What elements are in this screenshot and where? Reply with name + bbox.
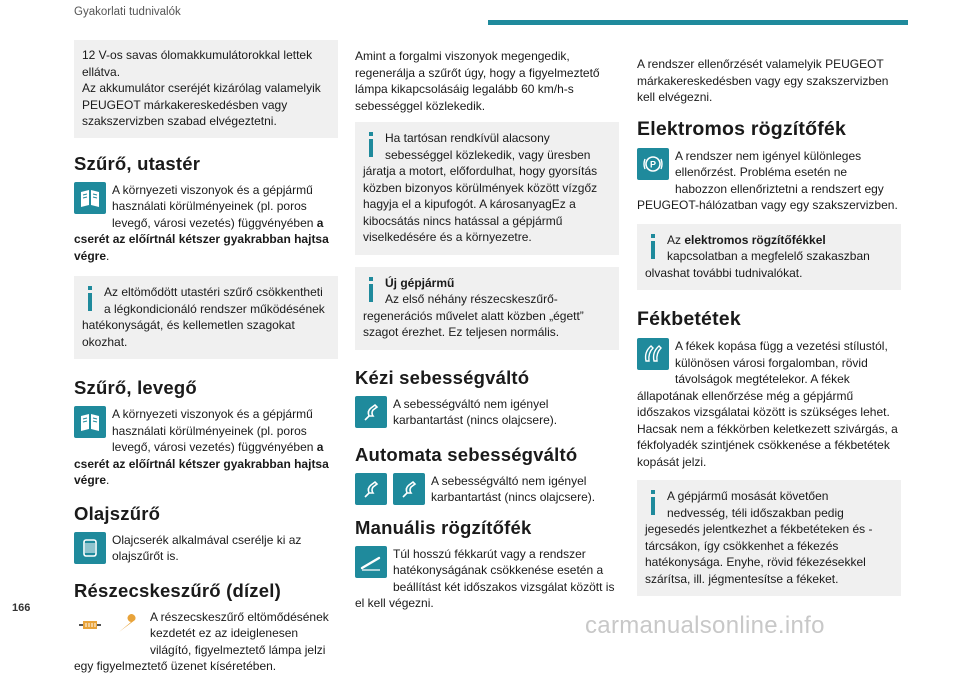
- section-title-auto-gearbox: Automata sebességváltó: [355, 443, 578, 465]
- section-title-cabin-filter: Szűrő, utastér: [74, 152, 201, 174]
- auto-gearbox-body: [355, 473, 619, 507]
- regeneration-text: Amint a forgalmi viszonyok megengedik, regenerálja a szűrőt úgy, hogy a figyelmeztető lámpa kikapcsolásáig legalább 60 km/h-s sebességgel közlekedik.: [355, 49, 600, 113]
- cabin-filter-body: [74, 182, 338, 265]
- new-vehicle-info-title: Új gépjármű: [385, 275, 455, 290]
- cabin-filter-info-text: Az eltömődött utastéri szűrő csökkentheti a légkondicionáló rendszer működésének hatékonyságát, és kellemetlen szagokat okozhat.: [82, 285, 325, 349]
- parking-icon: [637, 148, 669, 180]
- new-vehicle-info-box: [355, 267, 619, 350]
- section-title-manual-brake: Manuális rögzítőfék: [355, 516, 532, 538]
- brake-pads-body: [637, 338, 901, 470]
- section-title-oil-filter: Olajszűrő: [74, 502, 161, 524]
- info-icon: [647, 489, 659, 515]
- filter-icon: [74, 532, 106, 564]
- section-title-electric-brake: Elektromos rögzítőfék: [637, 117, 846, 140]
- column-2: [355, 48, 619, 612]
- manual-brake-text: Túl hosszú fékkarút vagy a rendszer hatékonyságának csökkenése esetén a beállítást két időszakos vizsgálat között is el kell végezni.: [355, 546, 615, 610]
- electric-brake-info-text: kapcsolatban a megfelelő szakaszban olvashat további tudnivalókat.: [645, 249, 870, 280]
- air-filter-end: .: [106, 473, 110, 487]
- watermark: carmanualsonline.info: [585, 612, 825, 639]
- electric-brake-info-box: [637, 224, 901, 291]
- info-icon: [365, 131, 377, 157]
- wrench-icon: [112, 609, 144, 641]
- cabin-filter-info-box: [74, 276, 338, 359]
- book-icon: [74, 406, 106, 438]
- air-filter-bold: a cserét az előírtnál kétszer gyakrabban hajtsa végre: [74, 440, 329, 487]
- battery-note-text: 12 V-os savas ólomakkumulátorokkal lettek ellátva. Az akkumulátor cseréjét kizárólag valamelyik PEUGEOT márkakereskedésben vagy szakszervizben szabad elvégeztetni.: [82, 48, 321, 128]
- manual-gearbox-body: [355, 396, 619, 430]
- low-speed-info-text: Ha tartósan rendkívül alacsony sebességgel közlekedik, vagy üresben járatja a motort, előfordulhat, hogy gyorsítás közben bizonyos körülmények között vízgőz hagyja el a kipufogót. A károsanyagEz a kibocsátás nincs hatással a gépjármű viselkedésére és a környezetre.: [363, 131, 598, 244]
- info-icon: [84, 285, 96, 311]
- electric-brake-info-bold: elektromos rögzítőfékkel: [684, 232, 826, 247]
- auto-gearbox-text: A sebességváltó nem igényel karbantartást (nincs olajcsere).: [431, 473, 596, 504]
- info-icon: [365, 276, 377, 302]
- electric-brake-info-pre: Az: [667, 232, 685, 247]
- battery-note-box: [74, 40, 338, 138]
- brake-pads-text: A fékek kopása függ a vezetési stílustól, különösen városi forgalomban, rövid távolságok megtételekor. A fékek állapotának ellenőrzése még a gépjármű időszakos vizsgálatai között is szükséges lehet. Hacsak nem a fékkörben keletkezett szivárgás, a fékfolyadék szintjének csökkenése a fékbetétek kopását jelzi.: [637, 339, 898, 469]
- section-title-air-filter: Szűrő, levegő: [74, 377, 197, 398]
- page-number: 166: [12, 602, 31, 614]
- manual-gearbox-text: A sebességváltó nem igényel karbantartást (nincs olajcsere).: [393, 396, 558, 427]
- gearshift-icon: [355, 473, 387, 505]
- handbrake-icon: [355, 546, 387, 578]
- brake-pad-icon: [637, 338, 669, 370]
- oil-filter-text: Olajcserék alkalmával cserélje ki az olajszűrőt is.: [112, 532, 302, 563]
- section-title-brake-pads: Fékbetétek: [637, 308, 741, 330]
- section-title-particle-filter: Részecskeszűrő (dízel): [74, 579, 281, 601]
- info-icon: [647, 233, 659, 259]
- column-1: [74, 40, 338, 675]
- column-3: [637, 56, 901, 596]
- particle-filter-body: [74, 609, 338, 675]
- particle-filter-text: A részecskeszűrő eltömődésének kezdetét ez az ideiglenesen világító, figyelmeztető lámpa jelzi egy figyelmeztető üzenet kíséretében.: [74, 609, 329, 673]
- book-icon: [74, 182, 106, 214]
- electric-brake-body: [637, 148, 901, 214]
- manual-brake-body: [355, 546, 619, 612]
- air-filter-body: [74, 406, 338, 489]
- oil-filter-body: [74, 532, 338, 566]
- cabin-filter-text: A környezeti viszonyok és a gépjármű használati körülményeinek (pl. poros levegő, városi vezetés) függvényében: [112, 182, 317, 230]
- gearshift-icon: [355, 396, 387, 428]
- air-filter-text: A környezeti viszonyok és a gépjármű használati körülményeinek (pl. poros levegő, városi vezetés) függvényében: [112, 407, 317, 454]
- header-accent-bar: [488, 20, 908, 25]
- gearshift-icon: [393, 473, 425, 505]
- cabin-filter-end: .: [106, 248, 110, 263]
- brake-pads-info-text: A gépjármű mosását követően nedvesség, téli időszakban pedig jegesedés jelentkezhet a fékbetéteken és -tárcsákon, így csökkenhet a fékezés hatékonysága. Enyhe, rövid fékezésekkel szárítsa, ill. jégmentesítse a fékeket.: [645, 489, 873, 586]
- particle-filter-warning-icon: [74, 609, 106, 641]
- cabin-filter-bold: a cserét az előírtnál kétszer gyakrabban hajtsa végre: [74, 215, 329, 263]
- brake-pads-info-box: [637, 480, 901, 596]
- electric-brake-text: A rendszer nem igényel különleges ellenőrzést. Probléma esetén ne habozzon ellenőriztetni a rendszert egy PEUGEOT-hálózatban vagy egy szakszervizben.: [637, 148, 898, 212]
- check-text: A rendszer ellenőrzését valamelyik PEUGEOT márkakereskedésben vagy egy szakszervizben kell elvégezni.: [637, 57, 889, 104]
- new-vehicle-info-text: Az első néhány részecskeszűrő-regenerációs művelet alatt közben „égett” szagot érezhet. Ez teljesen normális.: [363, 292, 584, 339]
- svg-text:P: P: [649, 159, 657, 169]
- running-header: Gyakorlati tudnivalók: [74, 6, 181, 18]
- section-title-manual-gearbox: Kézi sebességváltó: [355, 366, 530, 388]
- low-speed-info-box: [355, 122, 619, 255]
